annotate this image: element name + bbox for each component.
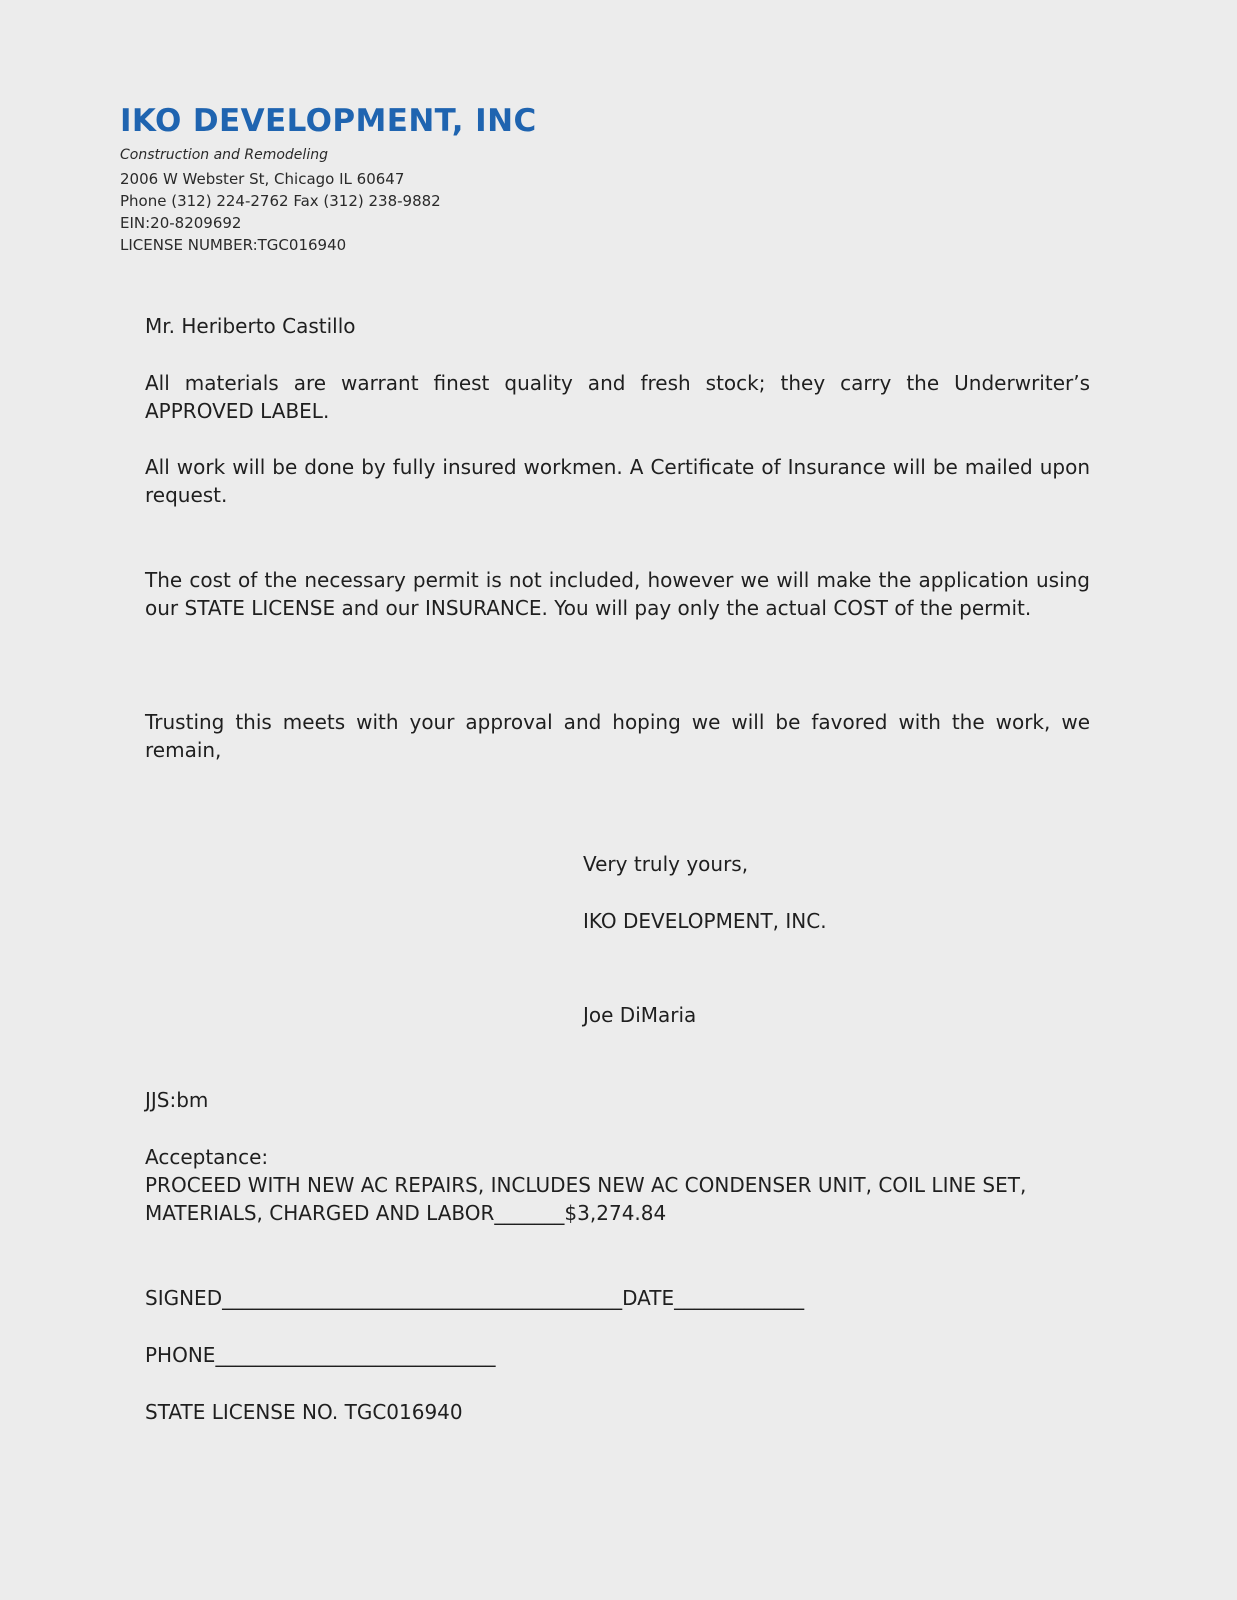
acceptance-heading: Acceptance: bbox=[145, 1145, 269, 1169]
company-address: 2006 W Webster St, Chicago IL 60647 bbox=[120, 170, 405, 188]
paragraph-insurance: All work will be done by fully insured workmen. A Certificate of Insurance will be mailed upon request. bbox=[145, 455, 1090, 507]
paragraph-permit: The cost of the necessary permit is not included, however we will make the application using our STATE LICENSE and our INSURANCE. You will pay only the actual COST of the permit. bbox=[145, 568, 1090, 620]
company-tagline: Construction and Remodeling bbox=[120, 147, 328, 163]
signer-name: Joe DiMaria bbox=[583, 1003, 697, 1027]
company-phone-fax: Phone (312) 224-2762 Fax (312) 238-9882 bbox=[120, 192, 441, 210]
acceptance-line-2: MATERIALS, CHARGED AND LABOR_______$3,274.84 bbox=[145, 1201, 667, 1225]
acceptance-line-1: PROCEED WITH NEW AC REPAIRS, INCLUDES NEW AC CONDENSER UNIT, COIL LINE SET, bbox=[145, 1173, 1027, 1197]
company-license: LICENSE NUMBER:TGC016940 bbox=[120, 236, 347, 254]
recipient-name: Mr. Heriberto Castillo bbox=[145, 314, 356, 338]
state-license-line: STATE LICENSE NO. TGC016940 bbox=[145, 1400, 463, 1424]
paragraph-closing: Trusting this meets with your approval and hoping we will be favored with the work, we remain, bbox=[145, 710, 1090, 762]
letterhead bbox=[120, 103, 640, 256]
signed-date-line: SIGNED________________________________________DATE_____________ bbox=[145, 1286, 805, 1310]
typist-initials: JJS:bm bbox=[145, 1088, 209, 1112]
paragraph-materials: All materials are warrant finest quality and fresh stock; they carry the Underwriter’s APPROVED LABEL. bbox=[145, 371, 1090, 423]
closing-salutation: Very truly yours, bbox=[583, 852, 749, 876]
company-ein: EIN:20-8209692 bbox=[120, 214, 242, 232]
signature-company: IKO DEVELOPMENT, INC. bbox=[583, 909, 827, 933]
company-name: IKO DEVELOPMENT, INC bbox=[120, 103, 537, 139]
phone-line: PHONE____________________________ bbox=[145, 1343, 496, 1367]
